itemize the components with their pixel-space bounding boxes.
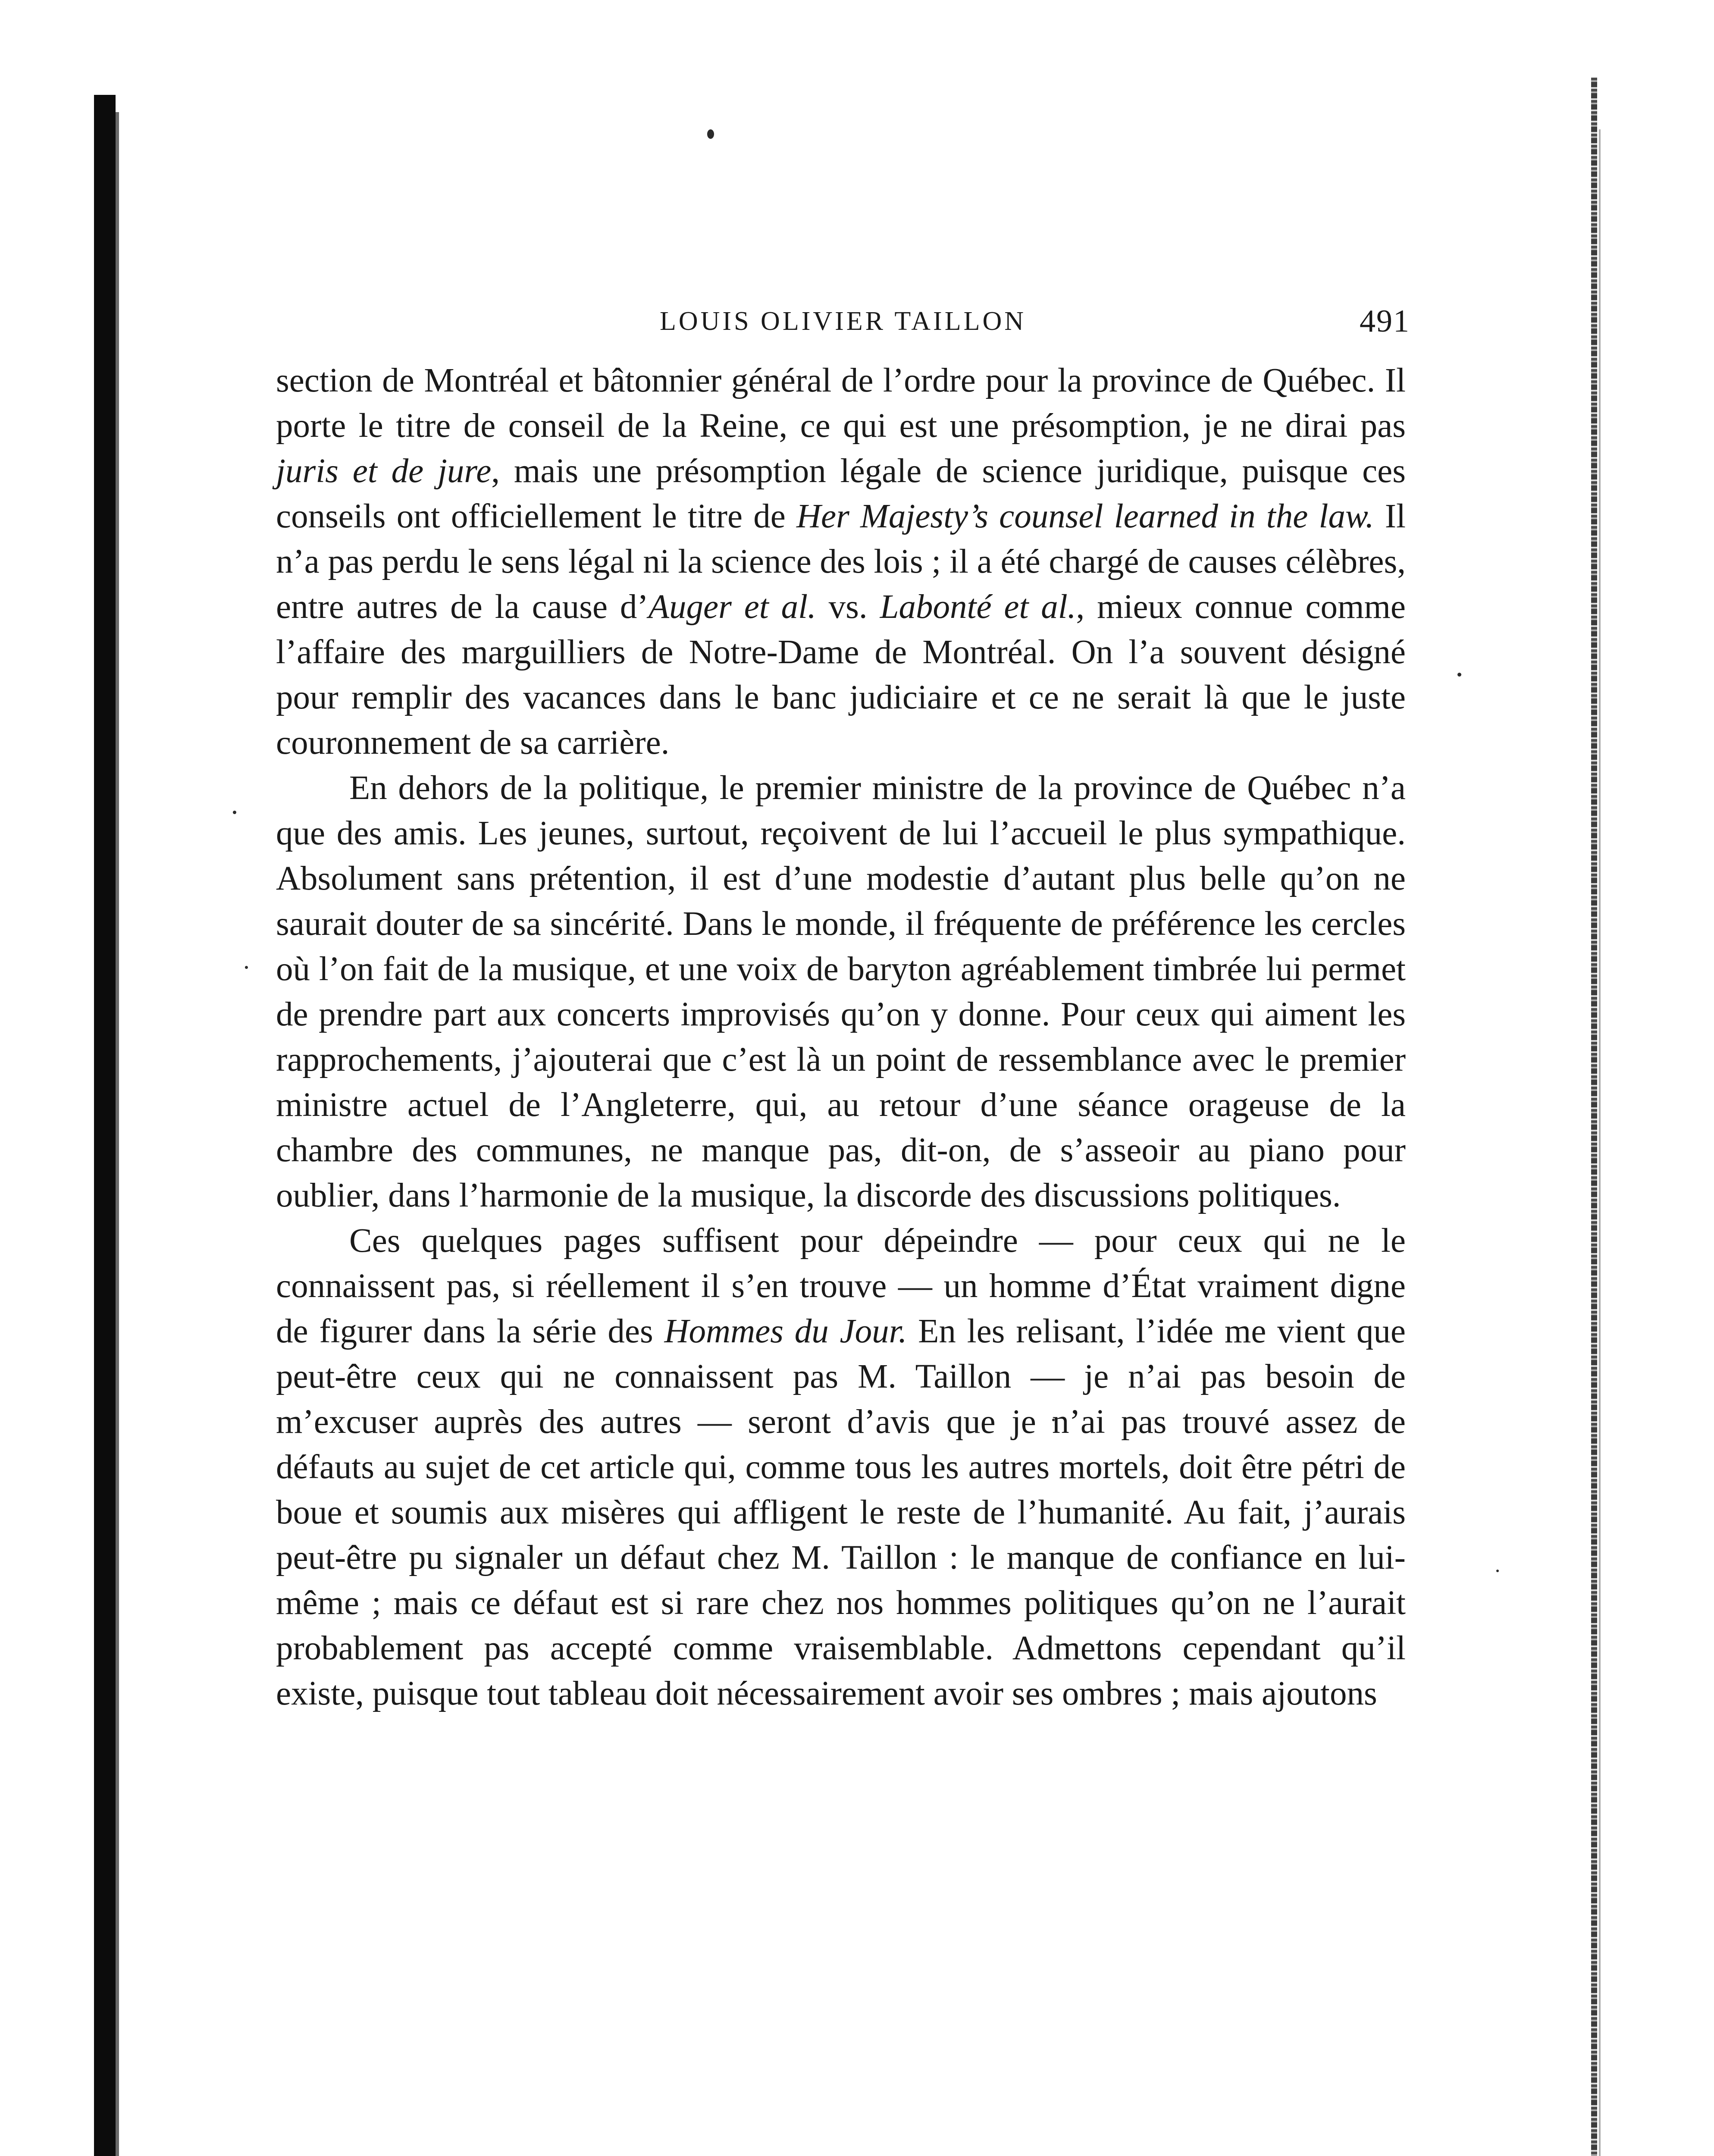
italic-run: Her Majesty’s counsel learned in the law.	[796, 498, 1374, 535]
paragraph	[276, 1218, 1406, 1716]
running-head: LOUIS OLIVIER TAILLON	[660, 307, 1026, 336]
scan-speck	[233, 811, 236, 814]
text-run: En les relisant, l’idée me vient que peut-être ceux qui ne connaissent pas M. Taillon — je n’ai pas besoin de m’excuser auprès des autres — seront d’avis que je n’ai pas trouvé assez de défauts au sujet de cet article qui, comme tous les autres mortels, doit être pétri de boue et soumis aux misères qui affligent le reste de l’humanité. Au fait, j’aurais peut-être pu signaler un défaut chez M. Taillon : le manque de confiance en lui-même ; mais ce défaut est si rare chez nos hommes politiques qu’on ne l’aurait probablement pas accepté comme vraisemblable. Admettons cependant qu’il existe, puisque tout tableau doit nécessairement avoir ses ombres ; mais ajoutons	[276, 1313, 1406, 1712]
binding-shadow-fade	[116, 112, 119, 2156]
italic-run: Hommes du Jour.	[664, 1313, 907, 1350]
binding-shadow	[94, 95, 116, 2156]
italic-run: juris et de jure	[276, 452, 492, 490]
page-number: 491	[1360, 304, 1410, 339]
italic-run: Auger et al.	[648, 588, 816, 626]
scan-speck	[245, 966, 248, 969]
text-run: Il n’a pas perdu le sens légal ni la science des lois ; il a été chargé de causes célèbres, entre autres de la cause d’	[276, 498, 1406, 626]
text-run: Ces quelques pages suffisent pour dépeindre — pour ceux qui ne le connaissent pas, si réellement il s’en trouve — un homme d’État vraiment digne de figurer dans la série des	[276, 1222, 1406, 1350]
italic-run: Labonté et al.	[880, 588, 1076, 626]
text-run: vs.	[816, 588, 880, 626]
paragraph	[276, 358, 1406, 765]
text-run: En dehors de la politique, le premier ministre de la province de Québec n’a que des amis. Les jeunes, surtout, reçoivent de lui l’accueil le plus sympathique. Absolument sans prétention, il est d’une modestie d’autant plus belle qu’on ne saurait douter de sa sincérité. Dans le monde, il fréquente de préférence les cercles où l’on fait de la musique, et une voix de baryton agréablement timbrée lui permet de prendre part aux concerts improvisés qu’on y donne. Pour ceux qui aiment les rapprochements, j’ajouterai que c’est là un point de ressemblance avec le premier ministre actuel de l’Angleterre, qui, au retour d’une séance orageuse de la chambre des communes, ne manque pas, dit-on, de s’asseoir au piano pour oublier, dans l’harmonie de la musique, la discorde des discussions politiques.	[276, 769, 1406, 1214]
scan-speck	[1496, 1570, 1499, 1572]
scan-speck	[707, 129, 714, 139]
body-text	[276, 358, 1406, 1716]
scan-speck	[1457, 673, 1461, 677]
page-header	[276, 298, 1410, 345]
text-run: , mieux connue comme l’affaire des marguilliers de Notre-Dame de Montréal. On l’a souvent désigné pour remplir des vacances dans le banc judiciaire et ce ne serait là que le juste couronnement de sa carrière.	[276, 588, 1406, 761]
text-run: section de Montréal et bâtonnier général de l’ordre pour la province de Québec. Il porte le titre de conseil de la Reine, ce qui est une présomption, je ne dirai pas	[276, 362, 1406, 445]
page-edge-line	[1599, 129, 1601, 2156]
page-edge-noise	[1591, 78, 1597, 2156]
text-run: , mais une présomption légale de science juridique, puisque ces conseils ont officiellement le titre de	[276, 452, 1406, 535]
paragraph	[276, 765, 1406, 1218]
